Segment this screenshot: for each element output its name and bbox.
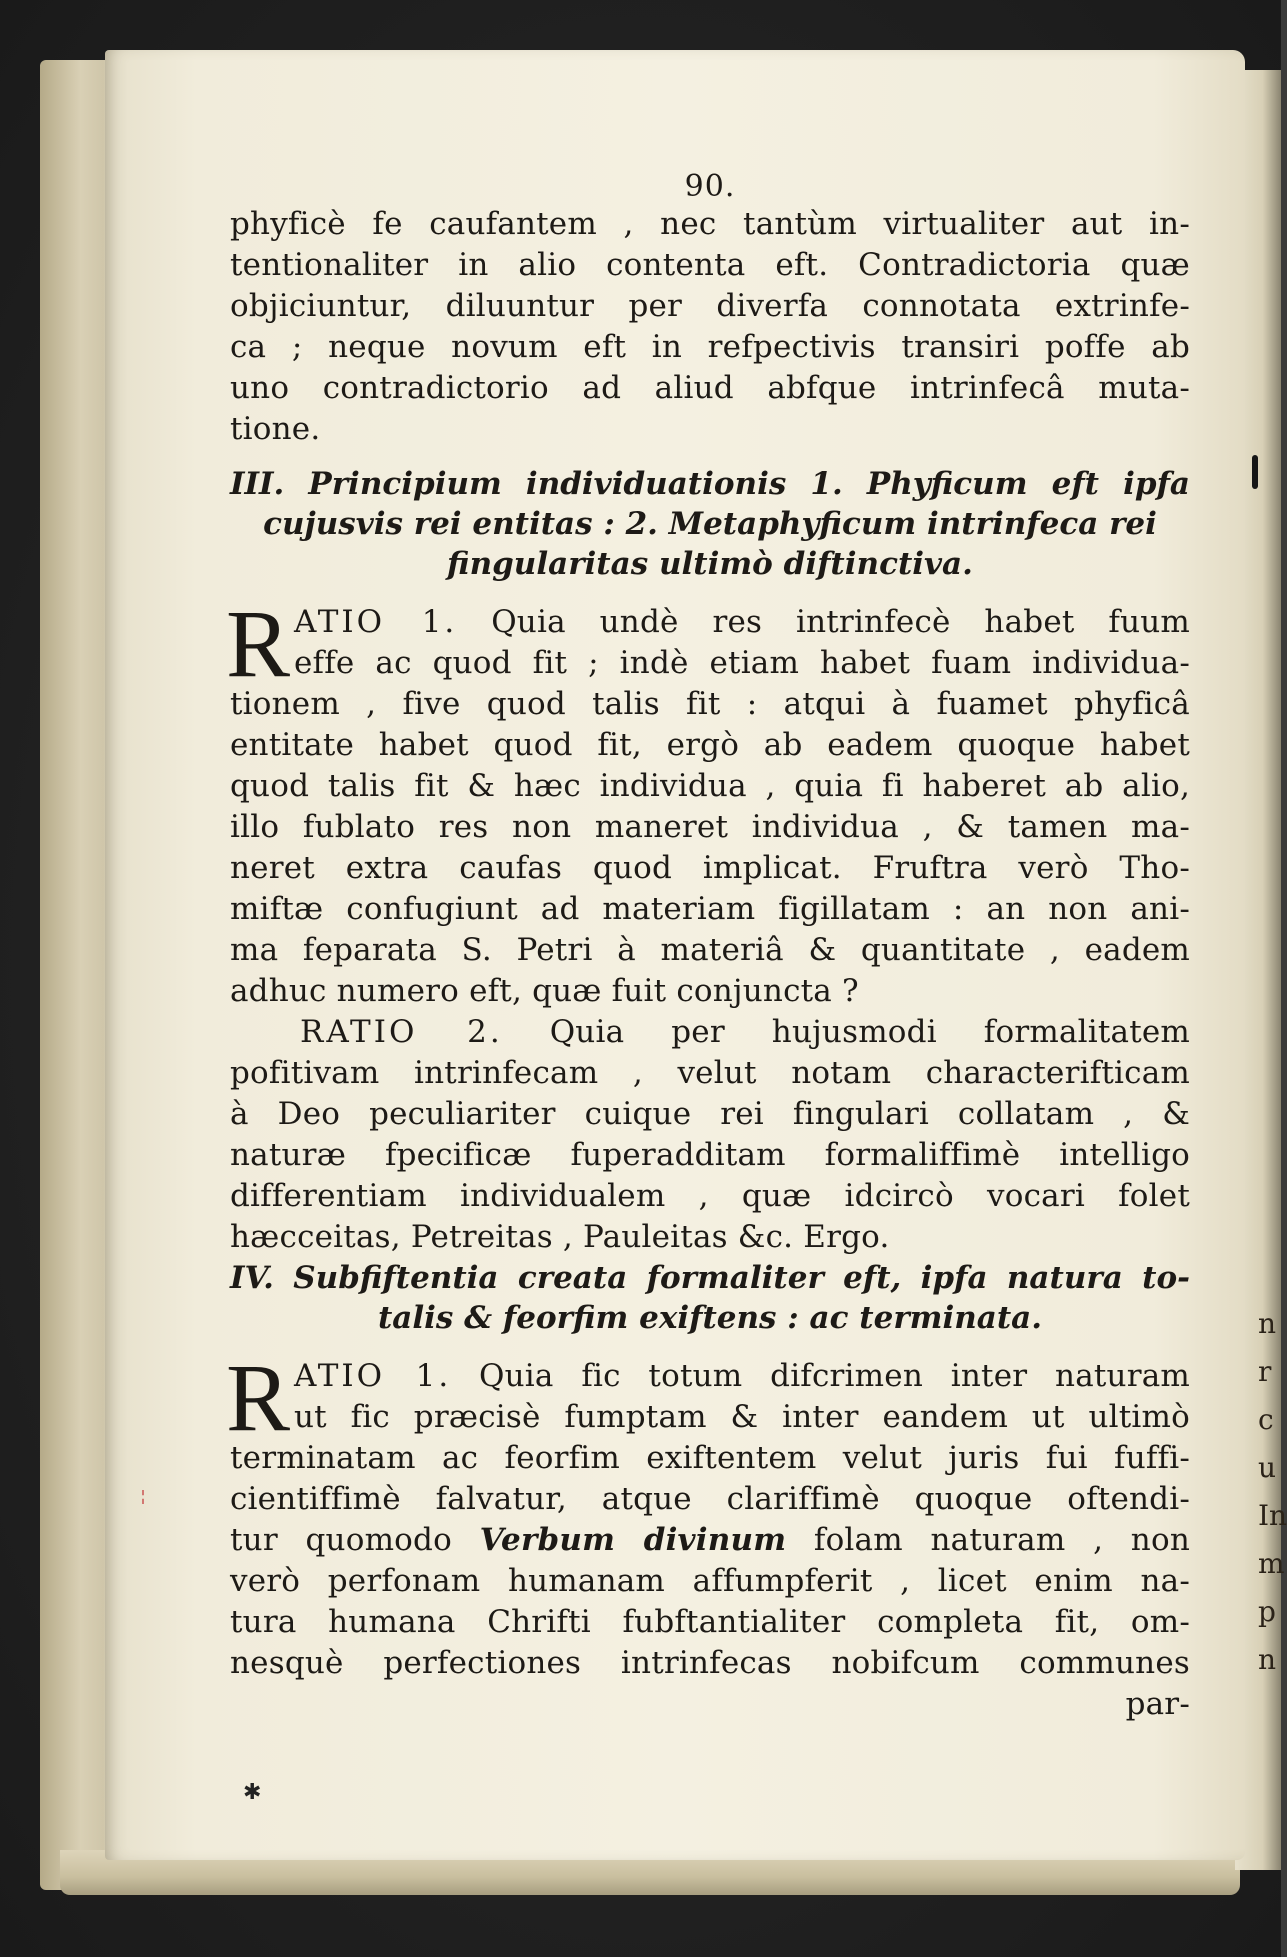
ratio-label: ATIO 1. bbox=[294, 604, 458, 640]
opposite-fragment: m bbox=[1258, 1547, 1285, 1580]
opposite-fragment: In bbox=[1258, 1499, 1287, 1532]
section-heading-iii: fingularitas ultimò diftinctiva. bbox=[447, 546, 973, 582]
text-line: tura humana Chrifti fubftantialiter completa fit, om- bbox=[230, 1604, 1190, 1640]
section-heading-iii: III. Principium individuationis 1. Phyficum eft ipfa bbox=[230, 466, 1190, 502]
text-line: nesquè perfectiones intrinfecas nobifcum communes bbox=[230, 1645, 1190, 1681]
text-line: entitate habet quod fit, ergò ab eadem quoque habet bbox=[230, 727, 1190, 763]
text-line bbox=[230, 1520, 1190, 1561]
text-fragment: Quia undè res intrinfecè habet fuum bbox=[491, 604, 1191, 640]
text-line: miftæ confugiunt ad materiam figillatam : an non ani- bbox=[230, 891, 1190, 927]
opposite-page-fragments bbox=[1258, 1300, 1287, 1684]
text-line: naturæ fpecificæ fuperadditam formaliffimè intelligo bbox=[230, 1137, 1190, 1173]
opposite-fragment: n bbox=[1258, 1643, 1277, 1676]
text-line: pofitivam intrinfecam , velut notam characterifticam bbox=[230, 1055, 1190, 1091]
catchword: par- bbox=[1125, 1686, 1190, 1722]
text-line: tentionaliter in alio contenta eft. Contradictoria quæ bbox=[230, 247, 1190, 283]
drop-cap: R bbox=[226, 1344, 291, 1451]
text-line bbox=[230, 602, 1190, 643]
text-line: effe ac quod fit ; indè etiam habet fuam individua- bbox=[294, 645, 1190, 681]
text-fragment: Quia per hujusmodi formalitatem bbox=[549, 1014, 1190, 1050]
text-line: terminatam ac feorfim exiftentem velut juris fui fuffi- bbox=[230, 1440, 1190, 1476]
text-line: neret extra caufas quod implicat. Fruftra verò Tho- bbox=[230, 850, 1190, 886]
opposite-fragment: p bbox=[1258, 1595, 1276, 1628]
text-line: verò perfonam humanam affumpferit , licet enim na- bbox=[230, 1563, 1190, 1599]
text-line: adhuc numero eft, quæ fuit conjuncta ? bbox=[230, 973, 859, 1009]
red-pencil-mark bbox=[142, 1490, 154, 1504]
ink-blot bbox=[1252, 455, 1258, 489]
text-line: ma feparata S. Petri à materiâ & quantitate , eadem bbox=[230, 932, 1190, 968]
text-line: uno contradictorio ad aliud abfque intrinfecâ muta- bbox=[230, 370, 1190, 406]
text-line: hæcceitas, Petreitas , Pauleitas &c. Ergo. bbox=[230, 1219, 890, 1255]
ratio-1-paragraph bbox=[226, 590, 1191, 1012]
text-line: à Deo peculiariter cuique rei fingulari collatam , & bbox=[230, 1096, 1190, 1132]
text-line: ca ; neque novum eft in refpectivis transiri poffe ab bbox=[230, 329, 1190, 365]
opposite-fragment: n bbox=[1258, 1307, 1277, 1340]
ratio-label: RATIO 2. bbox=[300, 1014, 503, 1050]
text-line: illo fublato res non maneret individua , & tamen ma- bbox=[230, 809, 1190, 845]
ink-speck-icon: ✱ bbox=[243, 1780, 262, 1805]
text-line: tionem , five quod talis fit : atqui à fuamet phyficâ bbox=[230, 686, 1190, 722]
opposite-fragment: c bbox=[1258, 1403, 1274, 1436]
section-heading-iv: IV. Subfiftentia creata formaliter eft, ipfa natura to- bbox=[230, 1260, 1190, 1296]
drop-cap: R bbox=[226, 590, 291, 697]
opposite-fragment: r bbox=[1258, 1355, 1272, 1388]
text-fragment: Quia fic totum difcrimen inter naturam bbox=[478, 1358, 1190, 1394]
ratio-label: ATIO 1. bbox=[294, 1358, 452, 1394]
text-line bbox=[230, 1356, 1190, 1397]
text-fragment: tur quomodo bbox=[230, 1522, 452, 1558]
text-line: phyficè fe caufantem , nec tantùm virtualiter aut in- bbox=[230, 206, 1190, 242]
text-line: quod talis fit & hæc individua , quia fi haberet ab alio, bbox=[230, 768, 1190, 804]
text-line: differentiam individualem , quæ idcircò vocari folet bbox=[230, 1178, 1190, 1214]
opposite-fragment: u bbox=[1258, 1451, 1277, 1484]
text-line bbox=[230, 1012, 1190, 1053]
text-line: cientiffimè falvatur, atque clariffimè quoque oftendi- bbox=[230, 1481, 1190, 1517]
text-fragment: folam naturam , non bbox=[813, 1522, 1191, 1558]
section-heading-iv: talis & feorfim exiftens : ac terminata. bbox=[377, 1300, 1043, 1336]
page-text bbox=[226, 169, 1191, 1725]
page-number: 90. bbox=[684, 169, 736, 204]
text-line: tione. bbox=[230, 411, 321, 447]
section-heading-iii: cujusvis rei entitas : 2. Metaphyficum intrinfeca rei bbox=[263, 506, 1157, 542]
italic-phrase: Verbum divinum bbox=[479, 1522, 787, 1558]
text-line: objiciuntur, diluuntur per diverfa connotata extrinfe- bbox=[230, 288, 1190, 324]
text-line: ut fic præcisè fumptam & inter eandem ut ultimò bbox=[294, 1399, 1190, 1435]
ratio-1-iv-paragraph bbox=[226, 1344, 1191, 1725]
